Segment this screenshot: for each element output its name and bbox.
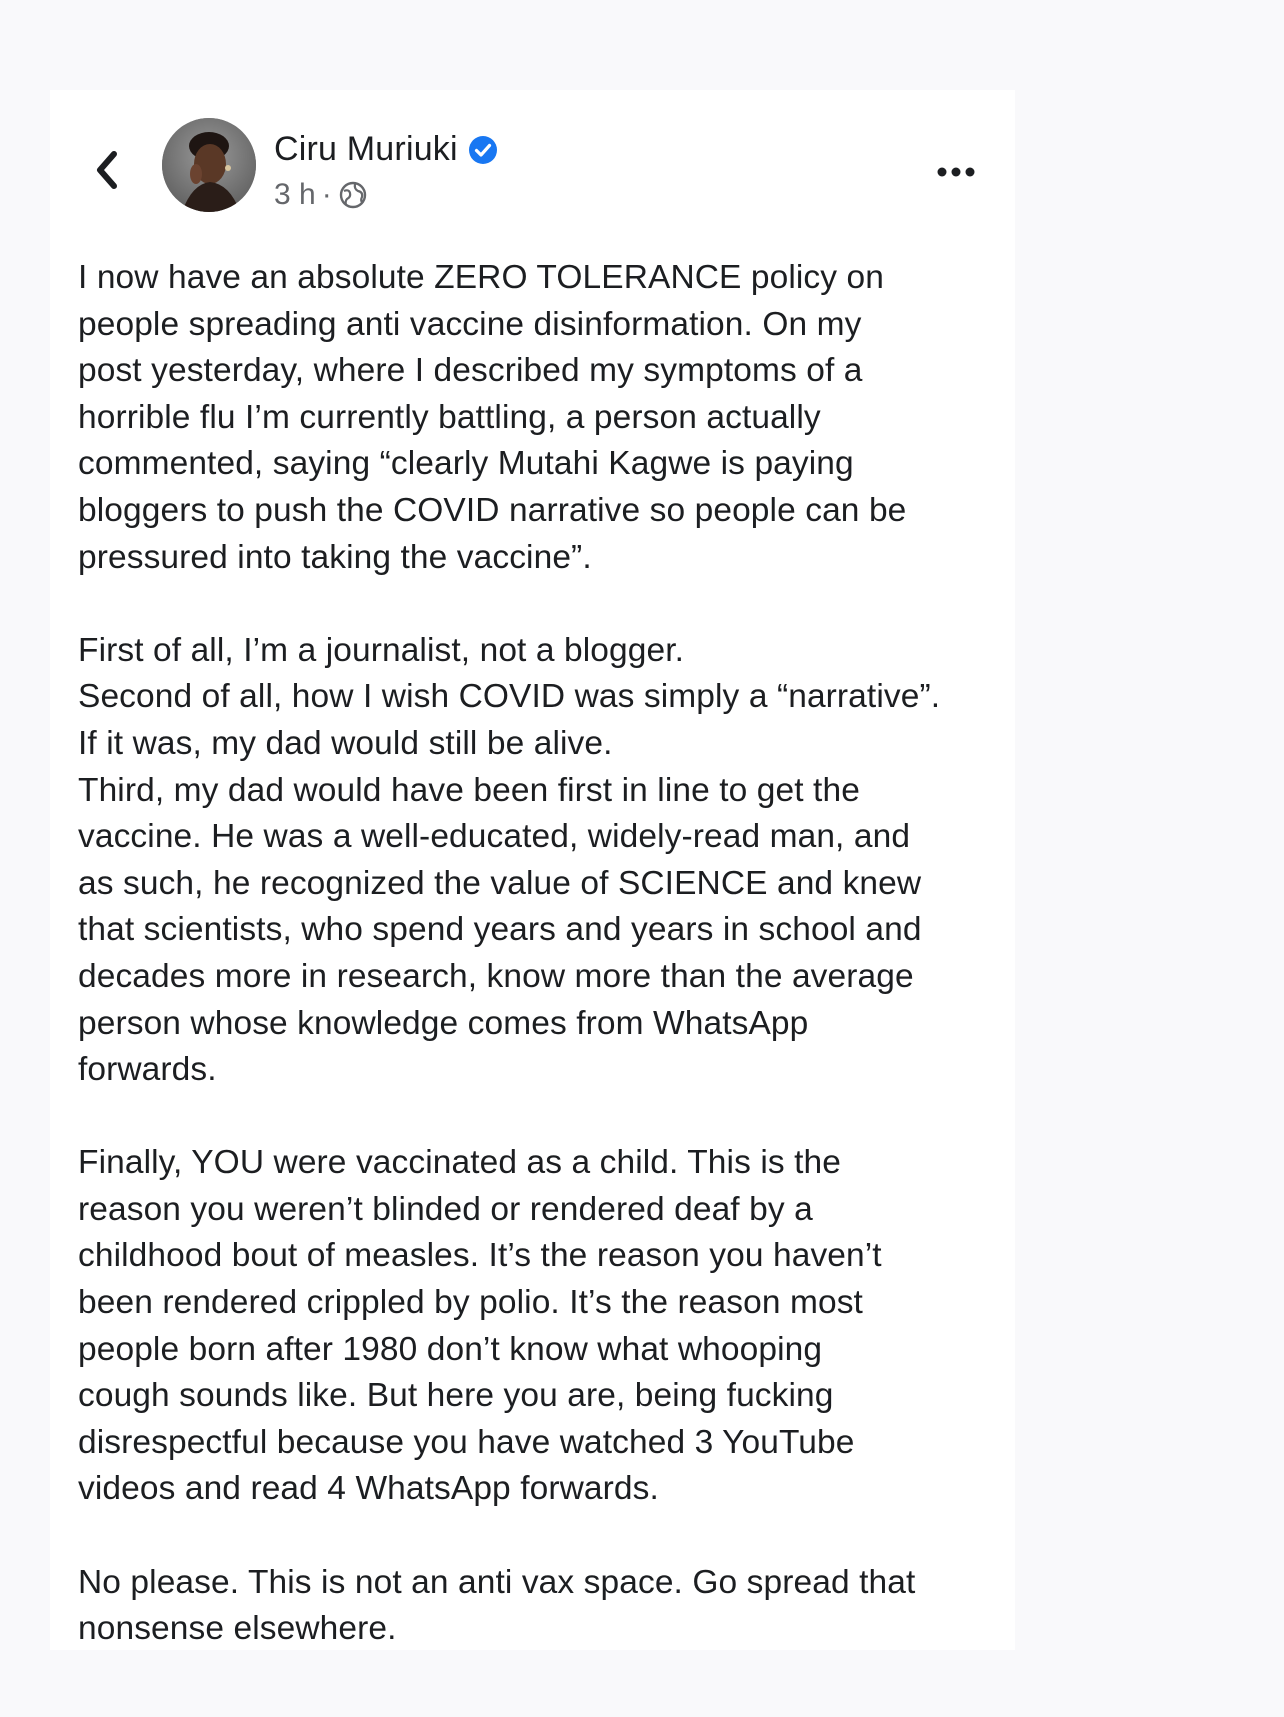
post-text-line: been rendered crippled by polio. It’s the reason most [78, 1284, 863, 1322]
post-card [50, 90, 1015, 1650]
post-text-line: childhood bout of measles. It’s the reason you haven’t [78, 1237, 882, 1275]
post-text-line: First of all, I’m a journalist, not a blogger. [78, 631, 685, 669]
post-text-line: Second of all, how I wish COVID was simply a “narrative”. [78, 678, 941, 716]
paragraph-break [78, 581, 1008, 628]
post-text-line: cough sounds like. But here you are, being fucking [78, 1377, 834, 1415]
back-button[interactable] [88, 140, 128, 200]
meta-separator: · [321, 178, 332, 211]
post-text-line: horrible flu I’m currently battling, a person actually [78, 398, 821, 436]
post-text-line: nonsense elsewhere. [78, 1610, 397, 1648]
post-text-line: No please. This is not an anti vax space. Go spread that [78, 1563, 916, 1601]
more-options-button[interactable] [932, 152, 982, 192]
post-text-line: If it was, my dad would still be alive. [78, 724, 613, 762]
post-text-line: Finally, YOU were vaccinated as a child. This is the [78, 1144, 842, 1182]
timestamp[interactable]: 3 h [274, 178, 316, 211]
chevron-left-icon [88, 140, 128, 200]
post-text-line: post yesterday, where I described my symptoms of a [78, 352, 863, 390]
post-text-line: that scientists, who spend years and years in school and [78, 911, 922, 949]
post-text-line: people spreading anti vaccine disinformation. On my [78, 305, 862, 343]
post-text-line: disrespectful because you have watched 3 YouTube [78, 1423, 855, 1461]
post-text-line: Third, my dad would have been first in line to get the [78, 771, 860, 809]
post-text-line: forwards. [78, 1051, 217, 1089]
paragraph-break [78, 1513, 1008, 1560]
more-horizontal-icon [932, 152, 982, 192]
avatar-image [162, 118, 256, 212]
post-text-line: bloggers to push the COVID narrative so people can be [78, 491, 907, 529]
post-header [50, 90, 1015, 240]
post-text-line: I now have an absolute ZERO TOLERANCE policy on [78, 259, 885, 296]
globe-icon[interactable] [338, 180, 368, 210]
author-name-text: Ciru Muriuki [274, 130, 458, 168]
post-text [78, 255, 1008, 1653]
avatar[interactable] [162, 118, 256, 212]
post-text-line: commented, saying “clearly Mutahi Kagwe is paying [78, 445, 854, 483]
post-meta [274, 178, 368, 212]
post-text-line: people born after 1980 don’t know what whooping [78, 1330, 823, 1368]
post-text-line: videos and read 4 WhatsApp forwards. [78, 1470, 659, 1508]
paragraph-break [78, 1094, 1008, 1141]
post-text-line: pressured into taking the vaccine”. [78, 538, 592, 576]
post-text-line: vaccine. He was a well-educated, widely-read man, and [78, 818, 911, 856]
post-text-line: reason you weren’t blinded or rendered deaf by a [78, 1190, 813, 1228]
post-text-line: decades more in research, know more than the average [78, 957, 914, 995]
post-text-line: person whose knowledge comes from WhatsApp [78, 1004, 809, 1042]
verified-badge-icon [468, 135, 498, 165]
author-name[interactable] [274, 130, 498, 169]
post-text-line: as such, he recognized the value of SCIENCE and knew [78, 864, 922, 902]
